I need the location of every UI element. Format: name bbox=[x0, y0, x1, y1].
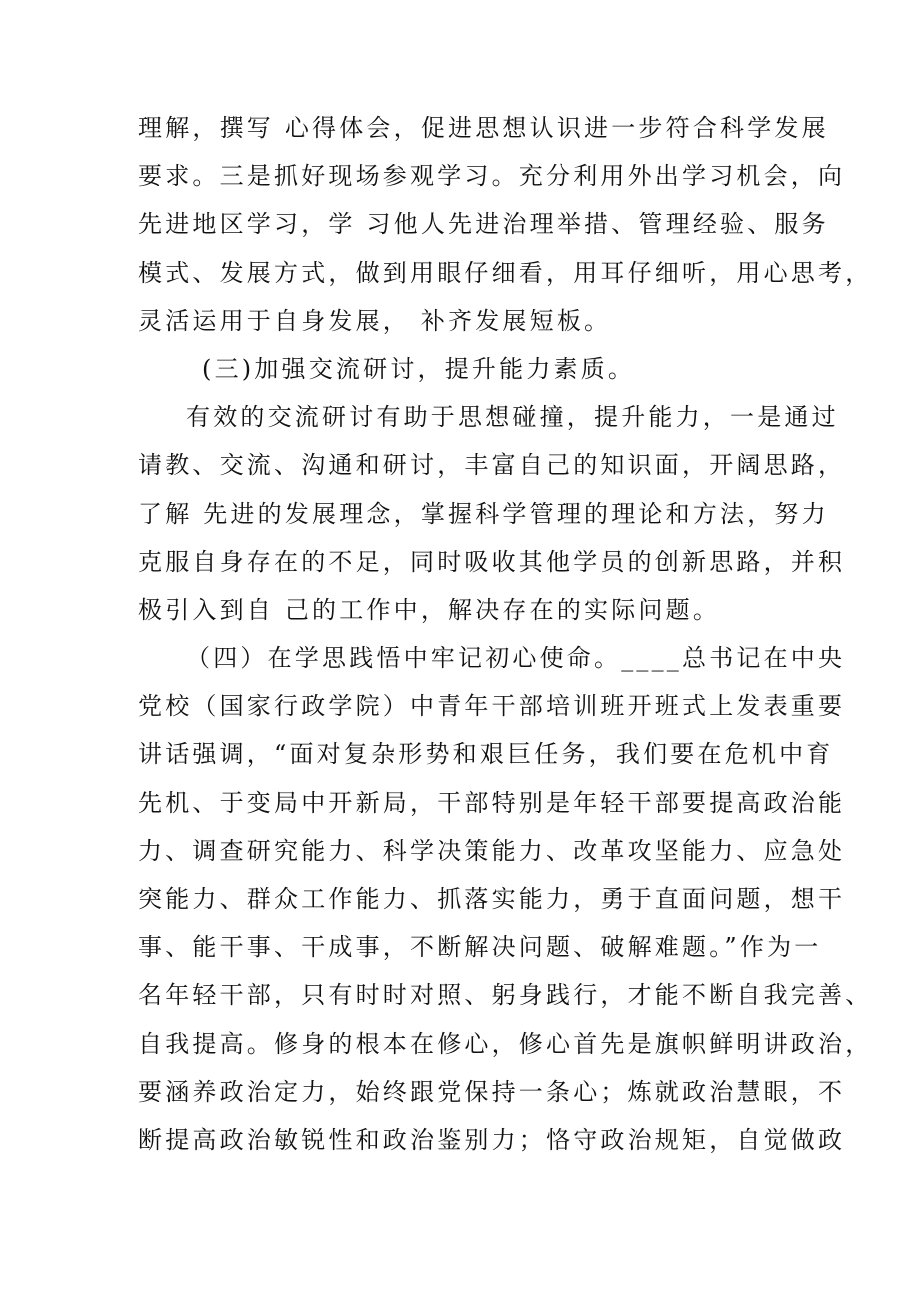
text-line: 请教、交流、沟通和研讨，丰富自己的知识面，开阔思路， bbox=[138, 451, 846, 480]
text-line: 事、能干事、干成事，不断解决问题、破解难题。”作为一 bbox=[138, 933, 822, 962]
text-line: 有效的交流研讨有助于思想碰撞，提升能力，一是通过 bbox=[186, 403, 839, 432]
text-line: 模式、发展方式，做到用眼仔细看，用耳仔细听，用心思考， bbox=[138, 258, 873, 287]
text-line: 名年轻干部，只有时时对照、躬身践行，才能不断自我完善、 bbox=[138, 981, 873, 1010]
text-line: 先机、于变局中开新局，干部特别是年轻干部要提高政治能 bbox=[138, 788, 846, 817]
text-line: 克服自身存在的不足，同时吸收其他学员的创新思路，并积 bbox=[138, 547, 846, 576]
text-line: 力、调查研究能力、科学决策能力、改革攻坚能力、应急处 bbox=[138, 836, 846, 865]
text-line: 突能力、群众工作能力、抓落实能力，勇于直面问题，想干 bbox=[138, 885, 846, 913]
text-line: 讲话强调，“面对复杂形势和艰巨任务，我们要在危机中育 bbox=[138, 740, 834, 769]
text-line: 了解 先进的发展理念，掌握科学管理的理论和方法，努力 bbox=[138, 499, 829, 528]
text-line: 要涵养政治定力，始终跟党保持一条心；炼就政治慧眼，不 bbox=[138, 1077, 846, 1106]
text-line: 党校（国家行政学院）中青年干部培训班开班式上发表重要 bbox=[138, 692, 846, 721]
text-line: 理解，撰写 心得体会，促进思想认识进一步符合科学发展 bbox=[138, 114, 829, 142]
text-line: 灵活运用于自身发展， 补齐发展短板。 bbox=[138, 306, 612, 335]
text-line: 极引入到自 己的工作中，解决存在的实际问题。 bbox=[138, 595, 721, 624]
body-text bbox=[138, 104, 873, 1164]
text-line: 断提高政治敏锐性和政治鉴别力；恪守政治规矩，自觉做政 bbox=[138, 1125, 846, 1154]
section-heading: （四）在学思践悟中牢记初心使命。____总书记在中央 bbox=[186, 644, 846, 673]
text-line: 要求。三是抓好现场参观学习。充分利用外出学习机会，向 bbox=[138, 162, 846, 191]
text-line: 自我提高。修身的根本在修心，修心首先是旗帜鲜明讲政治， bbox=[138, 1029, 873, 1058]
text-line: 先进地区学习，学 习他人先进治理举措、管理经验、服务 bbox=[138, 210, 829, 239]
section-heading: (三)加强交流研讨，提升能力素质。 bbox=[202, 354, 636, 383]
